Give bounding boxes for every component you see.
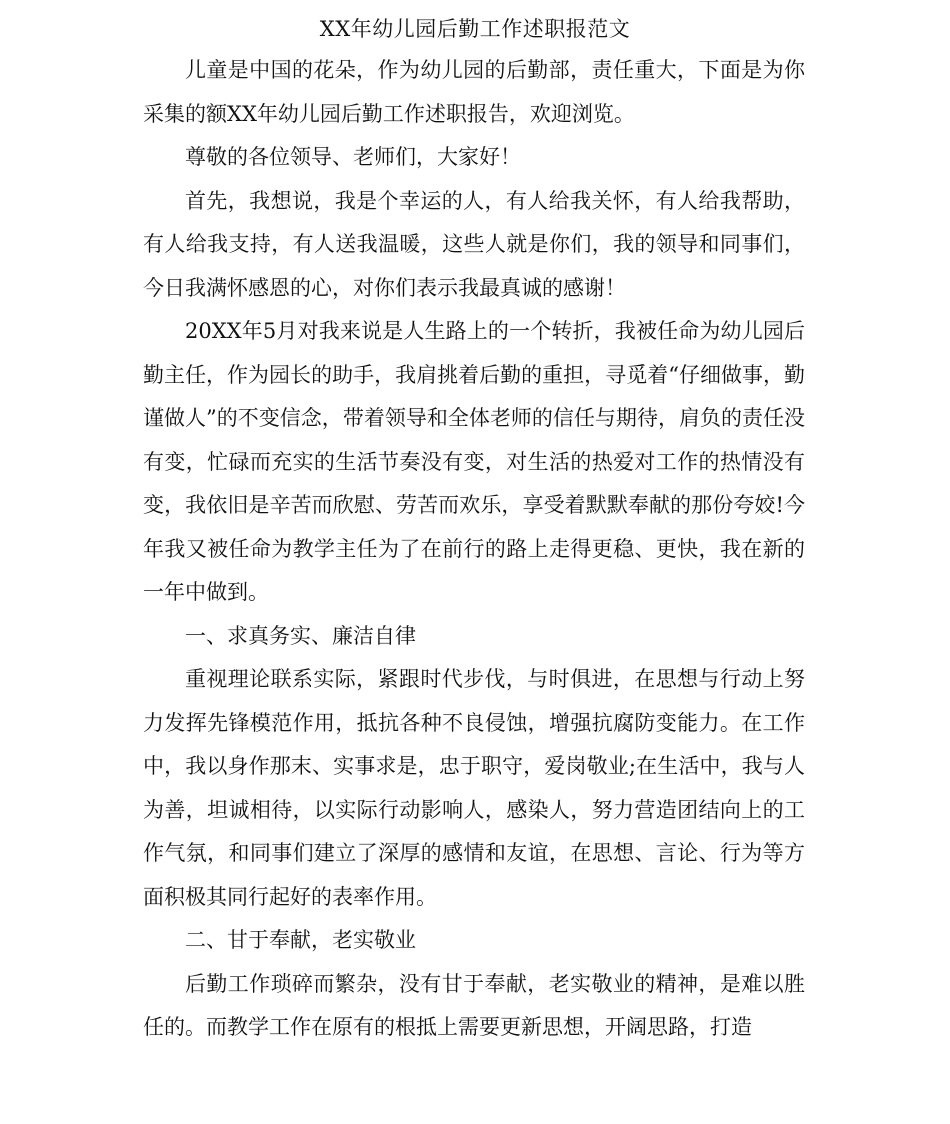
document-body [143,49,805,1050]
paragraph-thanks: 首先，我想说，我是个幸运的人，有人给我关怀，有人给我帮助，有人给我支持，有人送我温暖，这些人就是你们，我的领导和同事们，今日我满怀感恩的心，对你们表示我最真诚的感谢！ [143,188,805,300]
paragraph-greeting: 尊敬的各位领导、老师们，大家好！ [185,145,521,169]
document-title: XX年幼儿园后勤工作述职报范文 [319,17,631,41]
paragraph-section-1: 重视理论联系实际，紧跟时代步伐，与时俱进，在思想与行动上努力发挥先锋模范作用，抵抗各种不良侵蚀，增强抗腐防变能力。在工作中，我以身作那末、实事求是，忠于职守，爱岗敬业;在生活中，我与人为善，坦诚相待，以实际行动影响人，感染人，努力营造团结向上的工作气氛，和同事们建立了深厚的感情和友谊，在思想、言论、行为等方面积极其同行起好的表率作用。 [143,667,805,909]
section-heading-1: 一、求真务实、廉洁自律 [185,623,416,648]
paragraph-intro: 儿童是中国的花朵，作为幼儿园的后勤部，责任重大，下面是为你采集的额XX年幼儿园后勤工作述职报告，欢迎浏览。 [143,58,805,126]
paragraph-background: 20XX年5月对我来说是人生路上的一个转折，我被任命为幼儿园后勤主任，作为园长的助手，我肩挑着后勤的重担，寻觅着“仔细做事，勤谨做人”的不变信念，带着领导和全体老师的信任与期待，肩负的责任没有变，忙碌而充实的生活节奏没有变，对生活的热爱对工作的热情没有变，我依旧是辛苦而欣慰、劳苦而欢乐，享受着默默奉献的那份夸姣!今年我又被任命为教学主任为了在前行的路上走得更稳、更快，我在新的一年中做到。 [143,319,805,604]
section-heading-2: 二、甘于奉献，老实敬业 [185,928,416,952]
paragraph-section-2: 后勤工作琐碎而繁杂，没有甘于奉献，老实敬业的精神，是难以胜任的。而教学工作在原有的根抵上需要更新思想，开阔思路，打造 [143,971,805,1039]
